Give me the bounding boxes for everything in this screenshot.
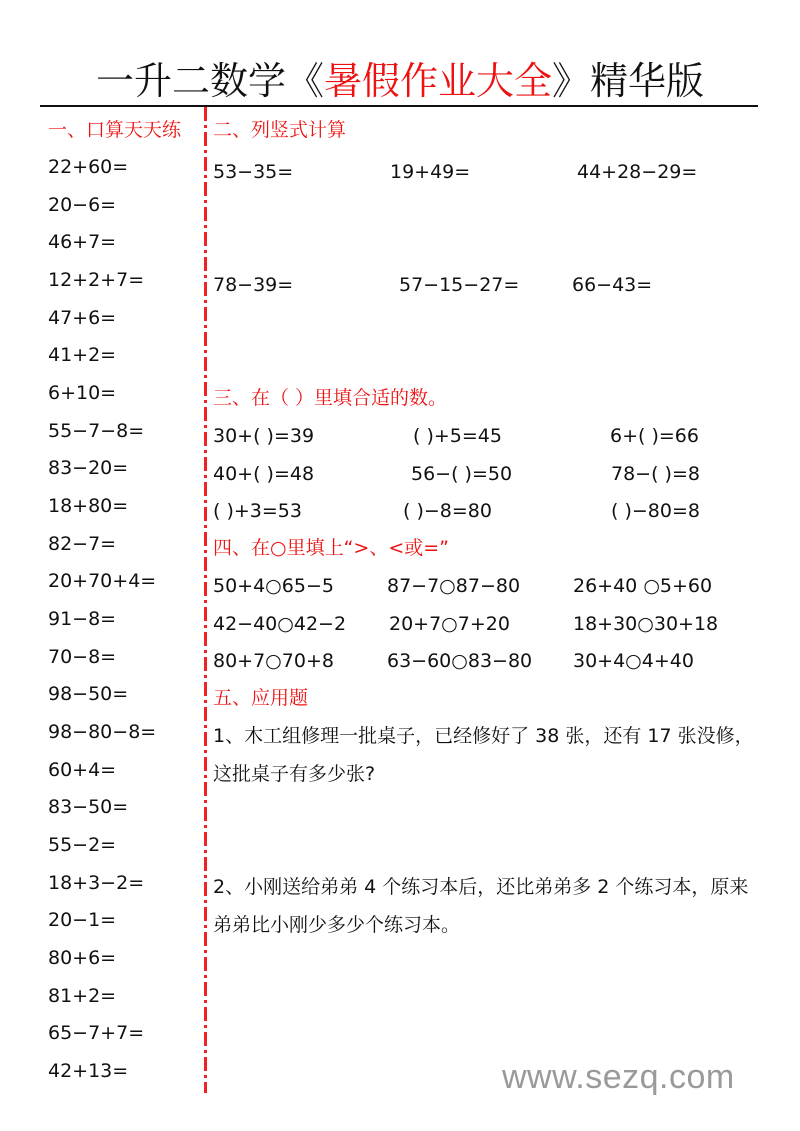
compare-item: 87−7○87−80 (387, 575, 521, 597)
compare-item: 42−40○42−2 (213, 613, 347, 635)
section2-heading: 二、列竖式计算 (213, 119, 347, 141)
list-item: 46+7= (48, 231, 117, 253)
list-item: 82−7= (48, 533, 117, 555)
fill-blank-item: 78−( )=8 (611, 463, 700, 485)
list-item: 20−6= (48, 194, 117, 216)
list-item: 83−20= (48, 457, 129, 479)
compare-item: 63−60○83−80 (387, 650, 533, 672)
list-item: 55−7−8= (48, 420, 145, 442)
title-suffix: 》精华版 (552, 59, 705, 103)
list-item: 18+80= (48, 495, 129, 517)
list-item: 60+4= (48, 759, 117, 781)
title-prefix: 一升二数学《 (95, 59, 324, 103)
title-divider (40, 105, 758, 107)
compare-item: 80+7○70+8 (213, 650, 334, 672)
page-title (0, 56, 800, 106)
compare-item: 50+4○65−5 (213, 575, 334, 597)
fill-blank-item: ( )+3=53 (213, 500, 302, 522)
fill-blank-item: ( )+5=45 (413, 425, 502, 447)
compare-item: 20+7○7+20 (389, 613, 510, 635)
vertical-calc-item: 19+49= (390, 161, 471, 183)
compare-item: 30+4○4+40 (573, 650, 694, 672)
list-item: 18+3−2= (48, 872, 145, 894)
list-item: 83−50= (48, 796, 129, 818)
compare-item: 18+30○30+18 (573, 613, 719, 635)
fill-blank-item: 56−( )=50 (411, 463, 513, 485)
fill-blank-item: ( )−80=8 (611, 500, 700, 522)
fill-blank-item: 30+( )=39 (213, 425, 315, 447)
list-item: 65−7+7= (48, 1022, 145, 1044)
compare-item: 26+40 ○5+60 (573, 575, 713, 597)
section1-heading: 一、口算天天练 (48, 119, 182, 141)
list-item: 20−1= (48, 909, 117, 931)
list-item: 42+13= (48, 1060, 129, 1082)
word-problem-1: 1、木工组修理一批桌子，已经修好了 38 张，还有 17 张没修，这批桌子有多少张? (213, 725, 754, 785)
list-item: 47+6= (48, 307, 117, 329)
list-item: 98−80−8= (48, 721, 157, 743)
list-item: 55−2= (48, 834, 117, 856)
vertical-calc-item: 57−15−27= (399, 274, 520, 296)
list-item: 91−8= (48, 608, 117, 630)
list-item: 70−8= (48, 646, 117, 668)
word-problem-2: 2、小刚送给弟弟 4 个练习本后，还比弟弟多 2 个练习本，原来弟弟比小刚少多少个练习本。 (213, 876, 749, 936)
list-item: 20+70+4= (48, 570, 157, 592)
fill-blank-item: ( )−8=80 (403, 500, 492, 522)
list-item: 81+2= (48, 985, 117, 1007)
list-item: 22+60= (48, 156, 129, 178)
vertical-calc-item: 78−39= (213, 274, 294, 296)
title-highlight: 暑假作业大全 (323, 59, 552, 103)
list-item: 41+2= (48, 344, 117, 366)
column-divider (204, 107, 207, 1093)
vertical-calc-item: 44+28−29= (577, 161, 698, 183)
vertical-calc-item: 53−35= (213, 161, 294, 183)
vertical-calc-item: 66−43= (572, 274, 653, 296)
list-item: 6+10= (48, 382, 117, 404)
list-item: 12+2+7= (48, 269, 145, 291)
watermark: www.sezq.com (502, 1058, 735, 1096)
section4-heading: 四、在○里填上“>、<或=” (213, 537, 450, 559)
section3-heading: 三、在（ ）里填合适的数。 (213, 387, 448, 409)
section5-heading: 五、应用题 (213, 687, 309, 709)
fill-blank-item: 40+( )=48 (213, 463, 315, 485)
fill-blank-item: 6+( )=66 (610, 425, 699, 447)
list-item: 98−50= (48, 683, 129, 705)
list-item: 80+6= (48, 947, 117, 969)
